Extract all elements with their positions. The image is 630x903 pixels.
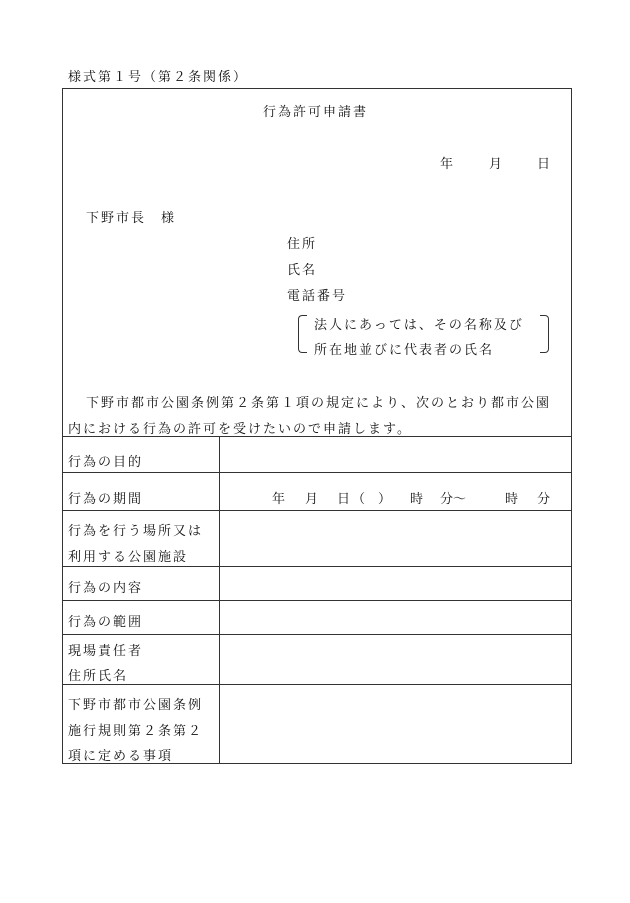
period-weekday: （ ） bbox=[352, 492, 392, 507]
row-label: 住所氏名 bbox=[68, 669, 129, 684]
row-label: 行為を行う場所又は bbox=[68, 524, 204, 539]
row-divider bbox=[62, 566, 572, 567]
left-bracket bbox=[298, 315, 307, 353]
row-divider bbox=[62, 684, 572, 685]
phone-label: 電話番号 bbox=[287, 289, 348, 304]
form-title: 行為許可申請書 bbox=[263, 105, 369, 120]
row-label: 現場責任者 bbox=[68, 644, 144, 659]
body-text-line1: 下野市都市公園条例第２条第１項の規定により、次のとおり都市公園 bbox=[86, 396, 552, 411]
date-year: 年 bbox=[440, 157, 454, 172]
body-text-line2: 内における行為の許可を受けたいので申請します。 bbox=[68, 422, 412, 437]
row-label: 項に定める事項 bbox=[68, 749, 174, 764]
date-month: 月 bbox=[489, 157, 503, 172]
row-divider bbox=[62, 600, 572, 601]
row-divider bbox=[62, 634, 572, 635]
table-top-border bbox=[62, 436, 572, 437]
row-label: 施行規則第２条第２ bbox=[68, 724, 204, 739]
row-label: 行為の期間 bbox=[68, 492, 144, 507]
right-bracket bbox=[540, 315, 549, 353]
addressee: 下野市長 様 bbox=[86, 211, 177, 226]
row-divider bbox=[62, 472, 572, 473]
date-day: 日 bbox=[537, 157, 551, 172]
period-month: 月 bbox=[305, 492, 319, 507]
row-label: 行為の目的 bbox=[68, 455, 144, 470]
corp-note-line1: 法人にあっては、その名称及び bbox=[314, 318, 524, 333]
period-hour: 時 bbox=[410, 492, 424, 507]
corp-note-line2: 所在地並びに代表者の氏名 bbox=[314, 343, 495, 358]
name-label: 氏名 bbox=[287, 263, 318, 278]
period-year: 年 bbox=[272, 492, 286, 507]
period-day: 日 bbox=[337, 492, 351, 507]
period-minute-end: 分 bbox=[537, 492, 551, 507]
row-label: 利用する公園施設 bbox=[68, 550, 189, 565]
period-hour-end: 時 bbox=[505, 492, 519, 507]
row-label: 下野市都市公園条例 bbox=[68, 698, 204, 713]
period-minute-tilde: 分～ bbox=[440, 492, 467, 507]
form-number: 様式第１号（第２条関係） bbox=[68, 70, 249, 85]
column-divider bbox=[219, 436, 220, 764]
row-label: 行為の内容 bbox=[68, 581, 144, 596]
address-label: 住所 bbox=[287, 237, 318, 252]
row-divider bbox=[62, 510, 572, 511]
row-label: 行為の範囲 bbox=[68, 615, 144, 630]
